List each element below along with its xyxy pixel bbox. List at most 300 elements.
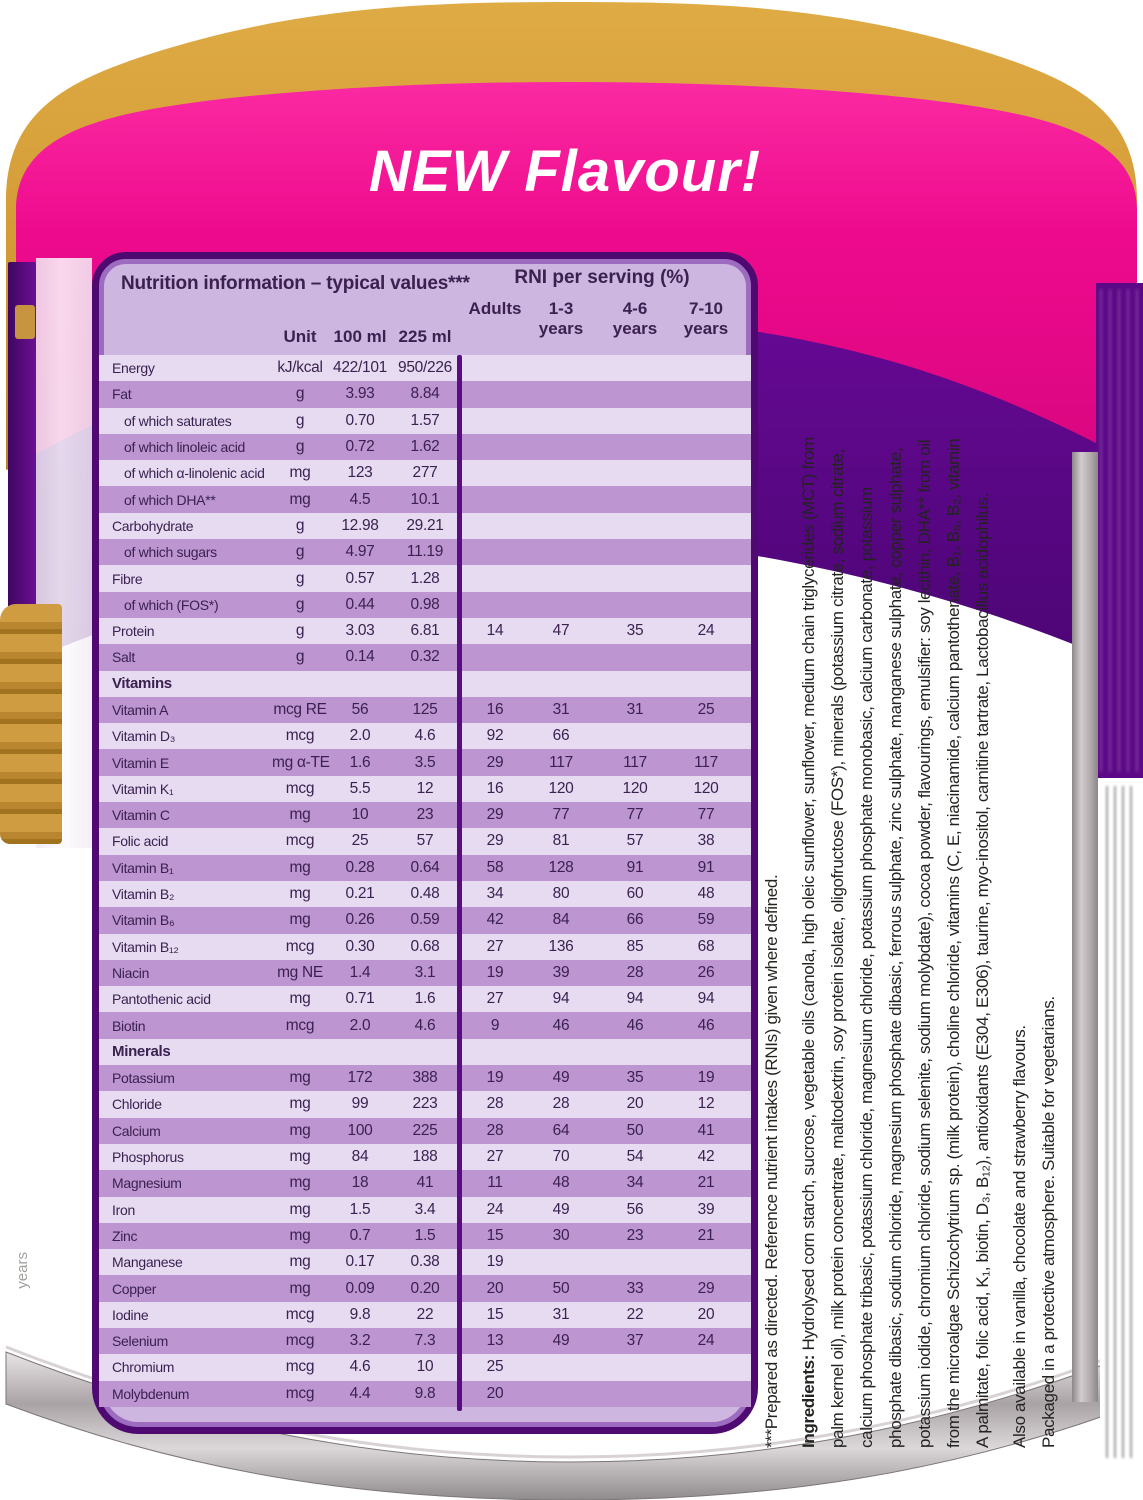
value-225ml-cell: 0.64 bbox=[410, 858, 440, 876]
unit-cell: mcg bbox=[285, 937, 315, 955]
nutrient-label: Vitamin B₁ bbox=[112, 859, 174, 876]
nutrient-label: Vitamin E bbox=[112, 754, 169, 771]
unit-cell: mcg bbox=[285, 727, 315, 745]
value-225ml-cell: 188 bbox=[412, 1148, 438, 1166]
unit-cell: g bbox=[295, 569, 305, 587]
ingredients-line: Ingredients: Hydrolysed corn starch, sucrose, vegetable oils (canola, high oleic sunflower, sunflower, medium chain triglycerides (MCT) from bbox=[799, 436, 818, 1448]
rni-adults-cell: 34 bbox=[486, 885, 504, 903]
table-row bbox=[99, 381, 751, 407]
rni-4-6-cell: 35 bbox=[626, 1069, 644, 1087]
unit-cell: mg bbox=[289, 1148, 311, 1166]
rni-adults-cell: 27 bbox=[486, 990, 504, 1008]
nutrient-label: Salt bbox=[112, 649, 135, 666]
rni-4-6-cell: 23 bbox=[626, 1226, 644, 1244]
rni-adults-cell: 92 bbox=[486, 727, 504, 745]
value-100ml-cell: 0.09 bbox=[345, 1279, 375, 1297]
unit-cell: mg bbox=[289, 1200, 311, 1218]
unit-cell: kJ/kcal bbox=[277, 359, 323, 377]
table-row bbox=[99, 1039, 751, 1065]
rni-adults-cell: 19 bbox=[486, 1253, 504, 1271]
value-225ml-cell: 22 bbox=[416, 1305, 434, 1323]
table-row bbox=[99, 1275, 751, 1301]
rni-1-3-cell: 70 bbox=[552, 1148, 570, 1166]
rni-7-10-cell: 21 bbox=[697, 1226, 715, 1244]
rni-adults-cell: 42 bbox=[486, 911, 504, 929]
nutrient-label: Vitamins bbox=[112, 675, 172, 693]
unit-cell: g bbox=[295, 516, 305, 534]
rni-adults-cell: 25 bbox=[486, 1358, 504, 1376]
rni-1-3-cell: 31 bbox=[552, 1305, 570, 1323]
value-225ml-cell: 0.59 bbox=[410, 911, 440, 929]
nutrient-label: Protein bbox=[112, 623, 155, 640]
value-225ml-cell: 1.6 bbox=[414, 990, 436, 1008]
rni-1-3-cell: 47 bbox=[552, 622, 570, 640]
rni-4-6-cell: 37 bbox=[626, 1332, 644, 1350]
value-100ml-cell: 0.17 bbox=[345, 1253, 375, 1271]
nutrient-label: of which DHA** bbox=[124, 491, 216, 508]
value-100ml-cell: 3.03 bbox=[345, 622, 375, 640]
rni-4-6-cell: 22 bbox=[626, 1305, 644, 1323]
unit-cell: mg bbox=[289, 1095, 311, 1113]
rni-adults-cell: 15 bbox=[486, 1305, 504, 1323]
value-225ml-cell: 41 bbox=[416, 1174, 434, 1192]
rni-adults-cell: 19 bbox=[486, 1069, 504, 1087]
value-100ml-cell: 0.21 bbox=[345, 885, 375, 903]
unit-cell: mg bbox=[289, 464, 311, 482]
nutrient-label: Fibre bbox=[112, 570, 143, 587]
nutrient-label: of which α-linolenic acid bbox=[124, 465, 265, 482]
rni-4-6-cell: 35 bbox=[626, 622, 644, 640]
value-225ml-cell: 11.19 bbox=[406, 543, 444, 561]
value-225ml-cell: 225 bbox=[412, 1121, 438, 1139]
rni-adults-cell: 28 bbox=[486, 1121, 504, 1139]
value-225ml-cell: 1.57 bbox=[410, 411, 440, 429]
unit-cell: g bbox=[295, 385, 305, 403]
rni-7-10-cell: 94 bbox=[697, 990, 715, 1008]
ingredients-line: potassium iodide, chromium chloride, sodium selenite, sodium molybdate), cocoa powder, flavourings, emulsifier: soy lecithin, DHA** from oil bbox=[915, 439, 934, 1448]
rni-7-10-cell: 46 bbox=[697, 1016, 715, 1034]
nutrient-label: Folic acid bbox=[112, 833, 169, 850]
value-225ml-cell: 10.1 bbox=[410, 490, 440, 508]
rni-4-6-cell: 50 bbox=[626, 1121, 644, 1139]
rni-7-10-cell: 26 bbox=[697, 963, 715, 981]
rni-1-3-cell: 50 bbox=[552, 1279, 570, 1297]
value-225ml-cell: 1.28 bbox=[410, 569, 440, 587]
value-225ml-cell: 125 bbox=[412, 701, 438, 718]
table-row bbox=[99, 434, 751, 460]
rni-7-10-cell: 24 bbox=[697, 622, 715, 640]
rni-1-3-cell: 48 bbox=[552, 1174, 570, 1192]
new-flavour-banner: NEW Flavour! bbox=[368, 139, 762, 204]
table-row bbox=[99, 1328, 751, 1354]
table-row bbox=[99, 934, 751, 960]
value-100ml-cell: 99 bbox=[351, 1095, 369, 1113]
value-100ml-cell: 0.14 bbox=[345, 648, 375, 666]
rni-7-10-cell: 120 bbox=[693, 779, 719, 797]
header-1-3-years: 1-3 years bbox=[538, 299, 584, 338]
value-100ml-cell: 0.57 bbox=[345, 569, 375, 587]
rni-1-3-cell: 120 bbox=[548, 779, 574, 797]
table-header bbox=[99, 295, 751, 349]
blurred-text-streaks bbox=[1106, 786, 1137, 1458]
header-adults: Adults bbox=[468, 299, 522, 318]
rni-7-10-cell: 41 bbox=[697, 1121, 715, 1139]
value-100ml-cell: 4.4 bbox=[349, 1384, 371, 1402]
rni-adults-cell: 9 bbox=[490, 1016, 500, 1034]
ingredients-line: Also available in vanilla, chocolate and strawberry flavours. bbox=[1010, 1025, 1029, 1448]
nutrient-label: of which saturates bbox=[124, 412, 232, 429]
unit-cell: mcg bbox=[285, 1016, 315, 1034]
value-225ml-cell: 0.20 bbox=[410, 1279, 440, 1297]
value-100ml-cell: 0.28 bbox=[345, 858, 375, 876]
value-100ml-cell: 0.44 bbox=[345, 595, 375, 613]
unit-cell: mg bbox=[289, 911, 311, 929]
value-225ml-cell: 0.48 bbox=[410, 885, 440, 903]
rni-title: RNI per serving (%) bbox=[514, 267, 690, 288]
ingredients-line: A palmitate, folic acid, K₁, biotin, D₃, B₁₂), antioxidants (E304, E306), taurine, myo-inositol, carnitine tartrate, Lactobacillus acidophilus. bbox=[973, 493, 992, 1448]
unit-cell: mg bbox=[289, 490, 311, 508]
value-100ml-cell: 4.97 bbox=[345, 543, 375, 561]
rni-adults-cell: 16 bbox=[486, 701, 504, 718]
nutrient-label: Minerals bbox=[112, 1043, 171, 1061]
rni-4-6-cell: 77 bbox=[626, 806, 644, 824]
rni-4-6-cell: 56 bbox=[626, 1200, 644, 1218]
unit-cell: g bbox=[295, 595, 305, 613]
value-100ml-cell: 422/101 bbox=[333, 359, 387, 377]
rni-7-10-cell: 42 bbox=[697, 1148, 715, 1166]
value-225ml-cell: 388 bbox=[412, 1069, 438, 1087]
value-100ml-cell: 100 bbox=[347, 1121, 373, 1139]
rni-7-10-cell: 77 bbox=[697, 806, 715, 824]
nutrient-label: Copper bbox=[112, 1280, 157, 1297]
nutrient-label: Vitamin A bbox=[112, 702, 169, 718]
rni-adults-cell: 15 bbox=[486, 1226, 504, 1244]
value-100ml-cell: 18 bbox=[351, 1174, 369, 1192]
rni-7-10-cell: 38 bbox=[697, 832, 715, 850]
nutrition-rows bbox=[99, 355, 751, 1407]
unit-cell: g bbox=[295, 543, 305, 561]
rni-adults-cell: 24 bbox=[486, 1200, 504, 1218]
value-100ml-cell: 2.0 bbox=[349, 1016, 371, 1034]
rni-7-10-cell: 68 bbox=[697, 937, 715, 955]
rni-7-10-cell: 20 bbox=[697, 1305, 715, 1323]
unit-cell: mg α-TE bbox=[272, 753, 330, 771]
value-100ml-cell: 3.2 bbox=[349, 1332, 371, 1350]
value-225ml-cell: 10 bbox=[416, 1358, 434, 1376]
unit-cell: mg bbox=[289, 1069, 311, 1087]
nutrition-title: Nutrition information – typical values*** bbox=[121, 273, 470, 294]
nutrient-label: Vitamin D₃ bbox=[112, 728, 176, 745]
ingredients-line: ***Prepared as directed. Reference nutrient intakes (RNIs) given where defined. bbox=[762, 874, 781, 1448]
unit-cell: g bbox=[295, 622, 305, 640]
rni-7-10-cell: 25 bbox=[697, 701, 715, 718]
value-100ml-cell: 25 bbox=[351, 832, 369, 850]
value-100ml-cell: 0.26 bbox=[345, 911, 375, 929]
table-row bbox=[99, 513, 751, 539]
value-100ml-cell: 4.6 bbox=[349, 1358, 371, 1376]
rni-1-3-cell: 117 bbox=[549, 753, 573, 771]
value-225ml-cell: 0.98 bbox=[410, 595, 440, 613]
nutrient-label: Energy bbox=[112, 360, 155, 377]
table-row bbox=[99, 565, 751, 591]
value-225ml-cell: 9.8 bbox=[414, 1384, 436, 1402]
rni-4-6-cell: 66 bbox=[626, 911, 644, 929]
rni-4-6-cell: 54 bbox=[626, 1148, 644, 1166]
table-row bbox=[99, 539, 751, 565]
nutrient-label: Vitamin B₂ bbox=[112, 886, 175, 903]
rni-1-3-cell: 66 bbox=[552, 727, 570, 745]
header-7-10-years: 7-10 years bbox=[683, 299, 729, 338]
table-row bbox=[99, 408, 751, 434]
value-225ml-cell: 223 bbox=[412, 1095, 438, 1113]
nutrient-label: Chromium bbox=[112, 1359, 175, 1376]
table-row bbox=[99, 1381, 751, 1407]
nutrient-label: Fat bbox=[112, 386, 132, 403]
value-100ml-cell: 0.7 bbox=[349, 1226, 371, 1244]
nutrient-label: Potassium bbox=[112, 1070, 175, 1087]
ingredients-line: calcium phosphate tribasic, potassium chloride, magnesium chloride, potassium phosphate monobasic, calcium carbonate, potassium bbox=[857, 487, 876, 1448]
unit-cell: mcg bbox=[285, 779, 315, 797]
rni-4-6-cell: 57 bbox=[626, 832, 644, 850]
rni-adults-cell: 27 bbox=[486, 1148, 504, 1166]
rni-7-10-cell: 117 bbox=[694, 753, 718, 771]
unit-cell: mg bbox=[289, 1253, 311, 1271]
table-row bbox=[99, 486, 751, 512]
rni-adults-cell: 20 bbox=[486, 1384, 504, 1402]
value-100ml-cell: 4.5 bbox=[349, 490, 371, 508]
ingredients-line: phosphate dibasic, sodium chloride, magnesium phosphate dibasic, ferrous sulphate, zinc sulphate, manganese sulphate, copper sulphate, bbox=[886, 447, 905, 1448]
nutrient-label: Zinc bbox=[112, 1227, 138, 1244]
value-100ml-cell: 0.70 bbox=[345, 411, 375, 429]
rni-7-10-cell: 12 bbox=[697, 1095, 715, 1113]
nutrient-label: Carbohydrate bbox=[112, 517, 194, 534]
ingredients-line: Packaged in a protective atmosphere. Suitable for vegetarians. bbox=[1039, 996, 1058, 1448]
unit-cell: g bbox=[295, 438, 305, 456]
rni-1-3-cell: 49 bbox=[552, 1200, 570, 1218]
value-225ml-cell: 1.5 bbox=[414, 1226, 436, 1244]
nutrient-label: of which sugars bbox=[124, 544, 217, 561]
table-row bbox=[99, 618, 751, 644]
value-225ml-cell: 4.6 bbox=[414, 1016, 436, 1034]
rni-adults-cell: 13 bbox=[486, 1332, 504, 1350]
side-panel-purple-sliver bbox=[1096, 283, 1143, 778]
table-row bbox=[99, 960, 751, 986]
rni-1-3-cell: 77 bbox=[552, 806, 570, 824]
table-row bbox=[99, 1144, 751, 1170]
value-225ml-cell: 0.32 bbox=[410, 648, 440, 666]
table-row bbox=[99, 671, 751, 697]
table-row bbox=[99, 776, 751, 802]
nutrient-label: of which linoleic acid bbox=[124, 439, 246, 456]
rni-4-6-cell: 120 bbox=[622, 779, 648, 797]
unit-cell: mg bbox=[289, 858, 311, 876]
table-row bbox=[99, 1223, 751, 1249]
rni-7-10-cell: 21 bbox=[697, 1174, 715, 1192]
rni-1-3-cell: 94 bbox=[552, 990, 570, 1008]
table-row bbox=[99, 1197, 751, 1223]
rni-1-3-cell: 128 bbox=[548, 858, 574, 876]
value-100ml-cell: 1.6 bbox=[349, 753, 371, 771]
left-gold-tab bbox=[15, 305, 35, 339]
value-100ml-cell: 3.93 bbox=[345, 385, 375, 403]
value-100ml-cell: 10 bbox=[351, 806, 369, 824]
value-100ml-cell: 2.0 bbox=[349, 727, 371, 745]
table-row bbox=[99, 802, 751, 828]
table-row bbox=[99, 1091, 751, 1117]
rni-adults-cell: 16 bbox=[486, 779, 504, 797]
rni-1-3-cell: 30 bbox=[552, 1226, 570, 1244]
rni-4-6-cell: 46 bbox=[626, 1016, 644, 1034]
rni-adults-cell: 14 bbox=[486, 622, 504, 640]
rni-adults-cell: 58 bbox=[486, 858, 504, 876]
value-100ml-cell: 1.5 bbox=[349, 1200, 371, 1218]
rni-adults-cell: 29 bbox=[486, 806, 504, 824]
rni-4-6-cell: 31 bbox=[626, 701, 644, 718]
unit-cell: mcg bbox=[285, 1384, 315, 1402]
nutrient-label: Iron bbox=[112, 1201, 135, 1218]
nutrient-label: Molybdenum bbox=[112, 1385, 190, 1402]
rni-1-3-cell: 64 bbox=[552, 1121, 570, 1139]
rni-7-10-cell: 91 bbox=[697, 858, 715, 876]
rni-4-6-cell: 94 bbox=[626, 990, 644, 1008]
nutrient-label: of which (FOS*) bbox=[124, 596, 219, 613]
rni-1-3-cell: 81 bbox=[552, 832, 570, 850]
value-225ml-cell: 57 bbox=[416, 832, 434, 850]
rni-7-10-cell: 24 bbox=[697, 1332, 715, 1350]
nutrient-label: Niacin bbox=[112, 964, 150, 981]
rni-adults-cell: 19 bbox=[486, 963, 504, 981]
table-row bbox=[99, 460, 751, 486]
blurred-text-streaks bbox=[1100, 289, 1139, 772]
value-225ml-cell: 3.1 bbox=[414, 963, 436, 981]
value-225ml-cell: 6.81 bbox=[410, 622, 440, 640]
left-gold-ridges bbox=[0, 604, 62, 844]
rni-1-3-cell: 49 bbox=[552, 1332, 570, 1350]
table-row bbox=[99, 855, 751, 881]
rni-1-3-cell: 49 bbox=[552, 1069, 570, 1087]
ingredients-line: palm kernel oil), milk protein concentrate, maltodextrin, soy protein isolate, oligofructose (FOS*), minerals (potassium citrate, sodium citrate, bbox=[828, 449, 847, 1448]
value-100ml-cell: 0.72 bbox=[345, 438, 375, 456]
value-225ml-cell: 0.38 bbox=[410, 1253, 440, 1271]
unit-cell: mcg bbox=[285, 1332, 315, 1350]
table-row bbox=[99, 1118, 751, 1144]
nutrient-label: Vitamin K₁ bbox=[112, 780, 174, 797]
rni-adults-cell: 27 bbox=[486, 937, 504, 955]
ingredients-panel bbox=[762, 238, 1068, 1448]
nutrient-label: Vitamin C bbox=[112, 807, 170, 824]
header-spacer bbox=[112, 295, 272, 349]
rni-7-10-cell: 59 bbox=[697, 911, 715, 929]
rni-4-6-cell: 85 bbox=[626, 937, 644, 955]
unit-cell: mcg bbox=[285, 1305, 315, 1323]
value-225ml-cell: 7.3 bbox=[414, 1332, 436, 1350]
value-225ml-cell: 3.5 bbox=[414, 753, 436, 771]
nutrient-label: Manganese bbox=[112, 1254, 183, 1271]
rni-4-6-cell: 34 bbox=[626, 1174, 644, 1192]
value-225ml-cell: 29.21 bbox=[406, 516, 444, 534]
rni-7-10-cell: 48 bbox=[697, 885, 715, 903]
table-row bbox=[99, 1065, 751, 1091]
header-100ml: 100 ml bbox=[333, 327, 387, 346]
rni-4-6-cell: 91 bbox=[626, 858, 644, 876]
table-row bbox=[99, 1012, 751, 1038]
rni-4-6-cell: 20 bbox=[626, 1095, 644, 1113]
value-225ml-cell: 23 bbox=[416, 806, 434, 824]
unit-cell: mg NE bbox=[277, 963, 323, 981]
table-row bbox=[99, 1354, 751, 1380]
rni-adults-cell: 29 bbox=[486, 753, 504, 771]
nutrient-label: Pantothenic acid bbox=[112, 991, 211, 1008]
rni-1-3-cell: 80 bbox=[552, 885, 570, 903]
unit-cell: mg bbox=[289, 885, 311, 903]
value-225ml-cell: 0.68 bbox=[410, 937, 440, 955]
nutrient-label: Biotin bbox=[112, 1017, 146, 1034]
unit-cell: g bbox=[295, 411, 305, 429]
left-edge-partial-text: years bbox=[14, 1252, 31, 1289]
unit-cell: mg bbox=[289, 806, 311, 824]
table-row bbox=[99, 828, 751, 854]
unit-cell: mg bbox=[289, 1279, 311, 1297]
nutrient-label: Selenium bbox=[112, 1333, 168, 1350]
value-225ml-cell: 4.6 bbox=[414, 727, 436, 745]
table-divider bbox=[457, 355, 462, 1411]
nutrient-label: Vitamin B₆ bbox=[112, 912, 175, 929]
unit-cell: mg bbox=[289, 1121, 311, 1139]
unit-cell: mcg RE bbox=[273, 701, 327, 718]
rni-7-10-cell: 39 bbox=[697, 1200, 715, 1218]
ingredients-line: from the microalgae Schizochytrium sp. (milk protein), choline chloride, vitamins (C, E, niacinamide, calcium pantothenate, B₁, B₆, B₂, vitamin bbox=[944, 438, 963, 1448]
table-row bbox=[99, 1249, 751, 1275]
table-row bbox=[99, 1302, 751, 1328]
value-100ml-cell: 123 bbox=[347, 464, 373, 482]
rni-7-10-cell: 19 bbox=[697, 1069, 715, 1087]
nutrient-label: Phosphorus bbox=[112, 1149, 184, 1166]
table-row bbox=[99, 644, 751, 670]
rni-1-3-cell: 46 bbox=[552, 1016, 570, 1034]
nutrient-label: Iodine bbox=[112, 1306, 149, 1323]
rni-4-6-cell: 33 bbox=[626, 1279, 644, 1297]
rni-1-3-cell: 84 bbox=[552, 911, 570, 929]
header-225ml: 225 ml bbox=[398, 327, 452, 346]
value-100ml-cell: 9.8 bbox=[349, 1305, 371, 1323]
value-225ml-cell: 950/226 bbox=[398, 359, 452, 377]
nutrient-label: Chloride bbox=[112, 1096, 162, 1113]
table-row bbox=[99, 749, 751, 775]
value-225ml-cell: 277 bbox=[412, 464, 438, 482]
rni-1-3-cell: 39 bbox=[552, 963, 570, 981]
table-row bbox=[99, 697, 751, 723]
rni-4-6-cell: 60 bbox=[626, 885, 644, 903]
rni-adults-cell: 11 bbox=[487, 1174, 503, 1192]
unit-cell: mg bbox=[289, 1226, 311, 1244]
value-100ml-cell: 56 bbox=[351, 701, 369, 718]
table-row bbox=[99, 907, 751, 933]
unit-cell: mg bbox=[289, 990, 311, 1008]
value-100ml-cell: 12.98 bbox=[341, 516, 379, 534]
value-100ml-cell: 0.71 bbox=[345, 990, 375, 1008]
value-225ml-cell: 8.84 bbox=[410, 385, 440, 403]
value-225ml-cell: 3.4 bbox=[414, 1200, 436, 1218]
rni-4-6-cell: 28 bbox=[626, 963, 644, 981]
table-row bbox=[99, 881, 751, 907]
table-row bbox=[99, 1170, 751, 1196]
header-4-6-years: 4-6 years bbox=[612, 299, 658, 338]
unit-cell: mcg bbox=[285, 832, 315, 850]
nutrient-label: Calcium bbox=[112, 1122, 161, 1139]
rni-1-3-cell: 28 bbox=[552, 1095, 570, 1113]
value-100ml-cell: 5.5 bbox=[349, 779, 371, 797]
side-panel-white-sliver bbox=[1100, 782, 1143, 1462]
